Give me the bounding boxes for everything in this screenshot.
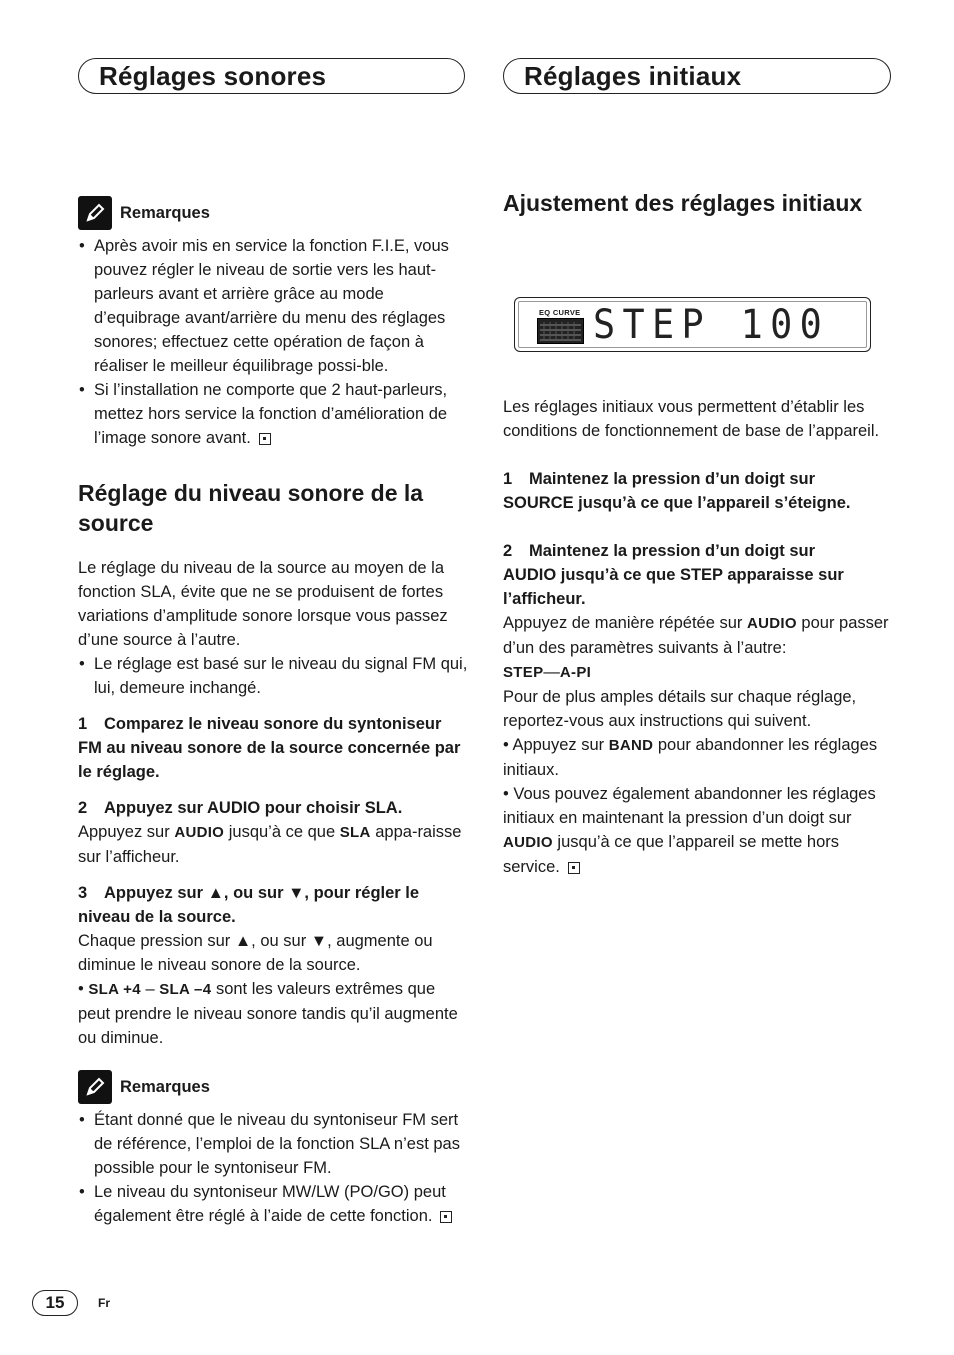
remarks-label: Remarques xyxy=(120,204,210,222)
step-3: 3 Appuyez sur ▲, ou sur ▼, pour régler le niveau de la source. xyxy=(78,884,420,926)
right-section-title: Ajustement des réglages initiaux xyxy=(503,190,863,216)
lcd-display xyxy=(514,297,871,352)
pencil-icon xyxy=(78,196,112,230)
remarks-label: Remarques xyxy=(120,1078,210,1096)
step-3-body: Chaque pression sur ▲, ou sur ▼, augmente ou diminue le niveau sonore de la source. xyxy=(78,932,433,974)
section-title: Réglage du niveau sonore de la source xyxy=(78,480,424,536)
intro-text: Le réglage du niveau de la source au moyen de la fonction SLA, évite que ne se produisent de fortes variations d’amplitude sonore lorsque vous passez d’une source à l’autre. xyxy=(78,559,448,649)
lcd-text: STEP 100 xyxy=(593,302,830,348)
lcd-eq-label: EQ CURVE xyxy=(539,308,581,317)
end-mark-icon xyxy=(568,862,580,874)
language-code: Fr xyxy=(98,1296,110,1310)
step-2-body: Appuyez sur AUDIO jusqu’à ce que SLA appa-raisse sur l’afficheur. xyxy=(78,823,462,866)
left-column xyxy=(78,196,468,1228)
remarks-list xyxy=(78,234,468,450)
right-note-1: • Appuyez sur BAND pour abandonner les réglages initiaux. xyxy=(503,736,878,779)
eq-curve-icon xyxy=(537,318,584,344)
step-3-note: • SLA +4 – SLA –4 sont les valeurs extrêmes que peut prendre le niveau sonore tandis qu’il augmente ou diminue. xyxy=(78,980,458,1047)
right-column xyxy=(503,395,895,879)
list-item: • Étant donné que le niveau du syntoniseur FM sert de référence, l’emploi de la fonction SLA n’est pas possible pour le syntoniseur FM. xyxy=(78,1108,468,1180)
right-header-title: Réglages initiaux xyxy=(524,61,742,91)
list-item: • Si l’installation ne comporte que 2 haut-parleurs, mettez hors service la fonction d’amélioration de l’image sonore avant. xyxy=(78,378,468,450)
right-header xyxy=(503,58,891,94)
right-step-2: 2 Maintenez la pression d’un doigt sur AUDIO jusqu’à ce que STEP apparaisse sur l’afficheur. xyxy=(503,542,844,608)
remarks-list-2 xyxy=(78,1108,468,1228)
param-sequence: STEP—A-PI xyxy=(503,663,592,681)
right-intro: Les réglages initiaux vous permettent d’établir les conditions de fonctionnement de base de l’appareil. xyxy=(503,398,880,440)
intro-bullets xyxy=(78,652,468,700)
right-note-2: • Vous pouvez également abandonner les réglages initiaux en maintenant la pression d’un doigt sur AUDIO jusqu’à ce que l’appareil se mette hors service. xyxy=(503,785,876,876)
left-header-title: Réglages sonores xyxy=(99,61,327,91)
list-item: • Le niveau du syntoniseur MW/LW (PO/GO) peut également être réglé à l’aide de cette fonction. xyxy=(78,1180,468,1228)
right-step-1: 1 Maintenez la pression d’un doigt sur SOURCE jusqu’à ce que l’appareil s’éteigne. xyxy=(503,470,851,512)
right-step-2-body: Appuyez de manière répétée sur AUDIO pour passer d’un des paramètres suivants à l’autre: xyxy=(503,614,889,657)
right-more-info: Pour de plus amples détails sur chaque réglage, reportez-vous aux instructions qui suivent. xyxy=(503,688,857,730)
list-item: • Le réglage est basé sur le niveau du signal FM qui, lui, demeure inchangé. xyxy=(78,652,468,700)
left-header xyxy=(78,58,465,94)
list-item: • Après avoir mis en service la fonction F.I.E, vous pouvez régler le niveau de sortie vers les haut-parleurs avant et arrière grâce au mode d’equibrage avant/arrière du menu des réglages sonores; effectuez cette opération de façon à réaliser le meilleur équilibrage possi-ble. xyxy=(78,234,468,378)
end-mark-icon xyxy=(259,433,271,445)
step-1: 1 Comparez le niveau sonore du syntoniseur FM au niveau sonore de la source concernée par le réglage. xyxy=(78,715,461,781)
remarks-header xyxy=(78,196,468,230)
step-2: 2 Appuyez sur AUDIO pour choisir SLA. xyxy=(78,799,403,817)
remarks-header-2 xyxy=(78,1070,468,1104)
page-number: 15 xyxy=(32,1290,78,1316)
end-mark-icon xyxy=(440,1211,452,1223)
pencil-icon xyxy=(78,1070,112,1104)
